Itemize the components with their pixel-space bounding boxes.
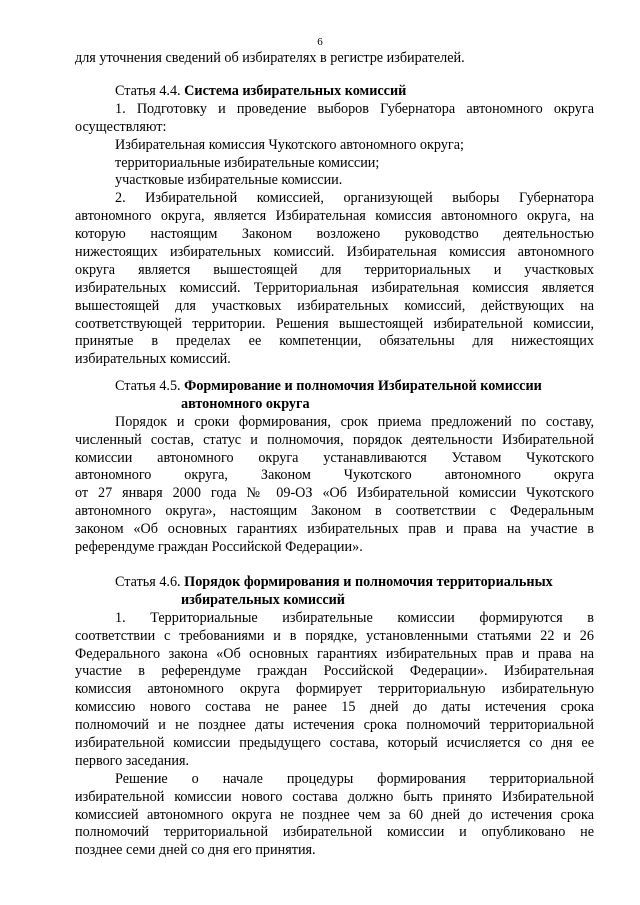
list-item: участковые избирательные комиссии.: [115, 172, 343, 189]
article-4-6-p1-line: соответствии с требованиями и в порядке, установленными статьями 22 и 26: [75, 627, 594, 644]
article-4-5-line: референдуме граждан Российской Федерации».: [75, 539, 363, 556]
article-4-5-line: автономного округа», настоящим Законом в соответствии с Федеральным: [75, 503, 594, 520]
article-4-6-p1-line: полномочий и не позднее даты истечения срока полномочий территориальной: [75, 717, 594, 734]
intro-paragraph: [75, 50, 594, 68]
list-item: Избирательная комиссия Чукотского автономного округа;: [115, 136, 464, 153]
list-item: территориальные избирательные комиссии;: [115, 154, 380, 171]
article-4-5-line: от 27 января 2000 года № 09-ОЗ «Об Избирательной комиссии Чукотского: [75, 485, 594, 502]
article-4-6-p1-line: Федерального закона «Об основных гарантиях избирательных прав и права на: [75, 645, 594, 662]
article-4-5-line: законом «Об основных гарантиях избирательных прав и права на участие в: [75, 521, 594, 538]
article-4-6-p1-line: участие в референдуме граждан Российской Федерации». Избирательная: [75, 663, 594, 680]
article-4-5-line: автономного округа, Законом Чукотского автономного округа: [75, 467, 594, 484]
article-4-4-p2-line: избирательных комиссий. Территориальная избирательная комиссия является: [75, 279, 594, 296]
article-4-4-p1-line: осуществляют:: [75, 118, 167, 135]
article-4-4-p2-line: 2. Избирательной комиссией, организующей выборы Губернатора: [115, 190, 594, 207]
article-4-4-p2-line: автономного округа, является Избирательная комиссия автономного округа, на: [75, 208, 594, 225]
article-4-5-line: комиссии автономного округа устанавливаются Уставом Чукотского: [75, 449, 594, 466]
article-4-4-p2-line: принятые в пределах ее компетенции, обязательны для нижестоящих: [75, 333, 594, 350]
article-4-6-p2-line: позднее семи дней со дня его принятия.: [75, 842, 316, 859]
article-4-6-label: Статья 4.6.: [115, 574, 181, 590]
article-4-6-p1-line: избирательной комиссии предыдущего состава, который исчисляется со дня ее: [75, 735, 594, 752]
intro-line: для уточнения сведений об избирателях в регистре избирателей.: [75, 50, 465, 66]
article-4-5: [75, 378, 594, 557]
article-4-4-label: Статья 4.4.: [115, 83, 181, 99]
article-4-6-p1-line: комиссию нового состава не ранее 15 дней до даты истечения срока: [75, 699, 594, 716]
article-4-6-title-line1: Порядок формирования и полномочия территориальных: [184, 574, 553, 590]
article-4-5-line: численный состав, статус и полномочия, порядок деятельности Избирательной: [75, 431, 594, 448]
article-4-6-p2-line: комиссией автономного округа не позднее чем за 60 дней до истечения срока: [75, 806, 594, 823]
article-4-5-line: Порядок и сроки формирования, срок приема предложений по составу,: [115, 413, 594, 430]
article-4-6-title-line2: избирательных комиссий: [181, 591, 345, 608]
article-4-6-p1-line: 1. Территориальные избирательные комиссии формируются в: [115, 609, 594, 626]
article-4-4-heading: [75, 83, 594, 101]
article-4-6-heading: [75, 574, 594, 592]
article-4-5-label: Статья 4.5.: [115, 378, 181, 394]
article-4-4-p2-line: которую настоящим Законом возложено руководство деятельностью: [75, 226, 594, 243]
page-number: 6: [317, 36, 323, 48]
article-4-4-p1-line: 1. Подготовку и проведение выборов Губернатора автономного округа: [115, 100, 594, 117]
article-4-4-p2-line: округа является вышестоящей для территориальных и участковых: [75, 261, 594, 278]
article-4-6-p2-line: избирательной комиссии нового состава должно быть принято Избирательной: [75, 788, 594, 805]
article-4-4-p2-line: нижестоящих избирательных комиссий. Избирательная комиссия автономного: [75, 244, 594, 261]
article-4-4-p2-line: избирательных комиссий.: [75, 351, 231, 368]
article-4-6-p2-line: полномочий территориальной избирательной комиссии и опубликовано не: [75, 824, 594, 841]
article-4-5-title-line2: автономного округа: [181, 395, 310, 412]
article-4-4-p2-line: вышестоящей для участковых избирательных комиссий, действующих на: [75, 297, 594, 314]
article-4-4-p2-line: соответствующей территории. Решения вышестоящей избирательной комиссии,: [75, 315, 594, 332]
article-4-6-p1-line: комиссия автономного округа формирует территориальную избирательную: [75, 681, 594, 698]
article-4-6: [75, 574, 594, 860]
article-4-5-heading: [75, 378, 594, 396]
article-4-6-p2-line: Решение о начале процедуры формирования территориальной: [115, 770, 594, 787]
article-4-5-title-line1: Формирование и полномочия Избирательной комиссии: [184, 378, 542, 394]
article-4-6-p1-line: первого заседания.: [75, 752, 190, 769]
article-4-4: [75, 83, 594, 369]
article-4-4-title: Система избирательных комиссий: [184, 83, 407, 99]
